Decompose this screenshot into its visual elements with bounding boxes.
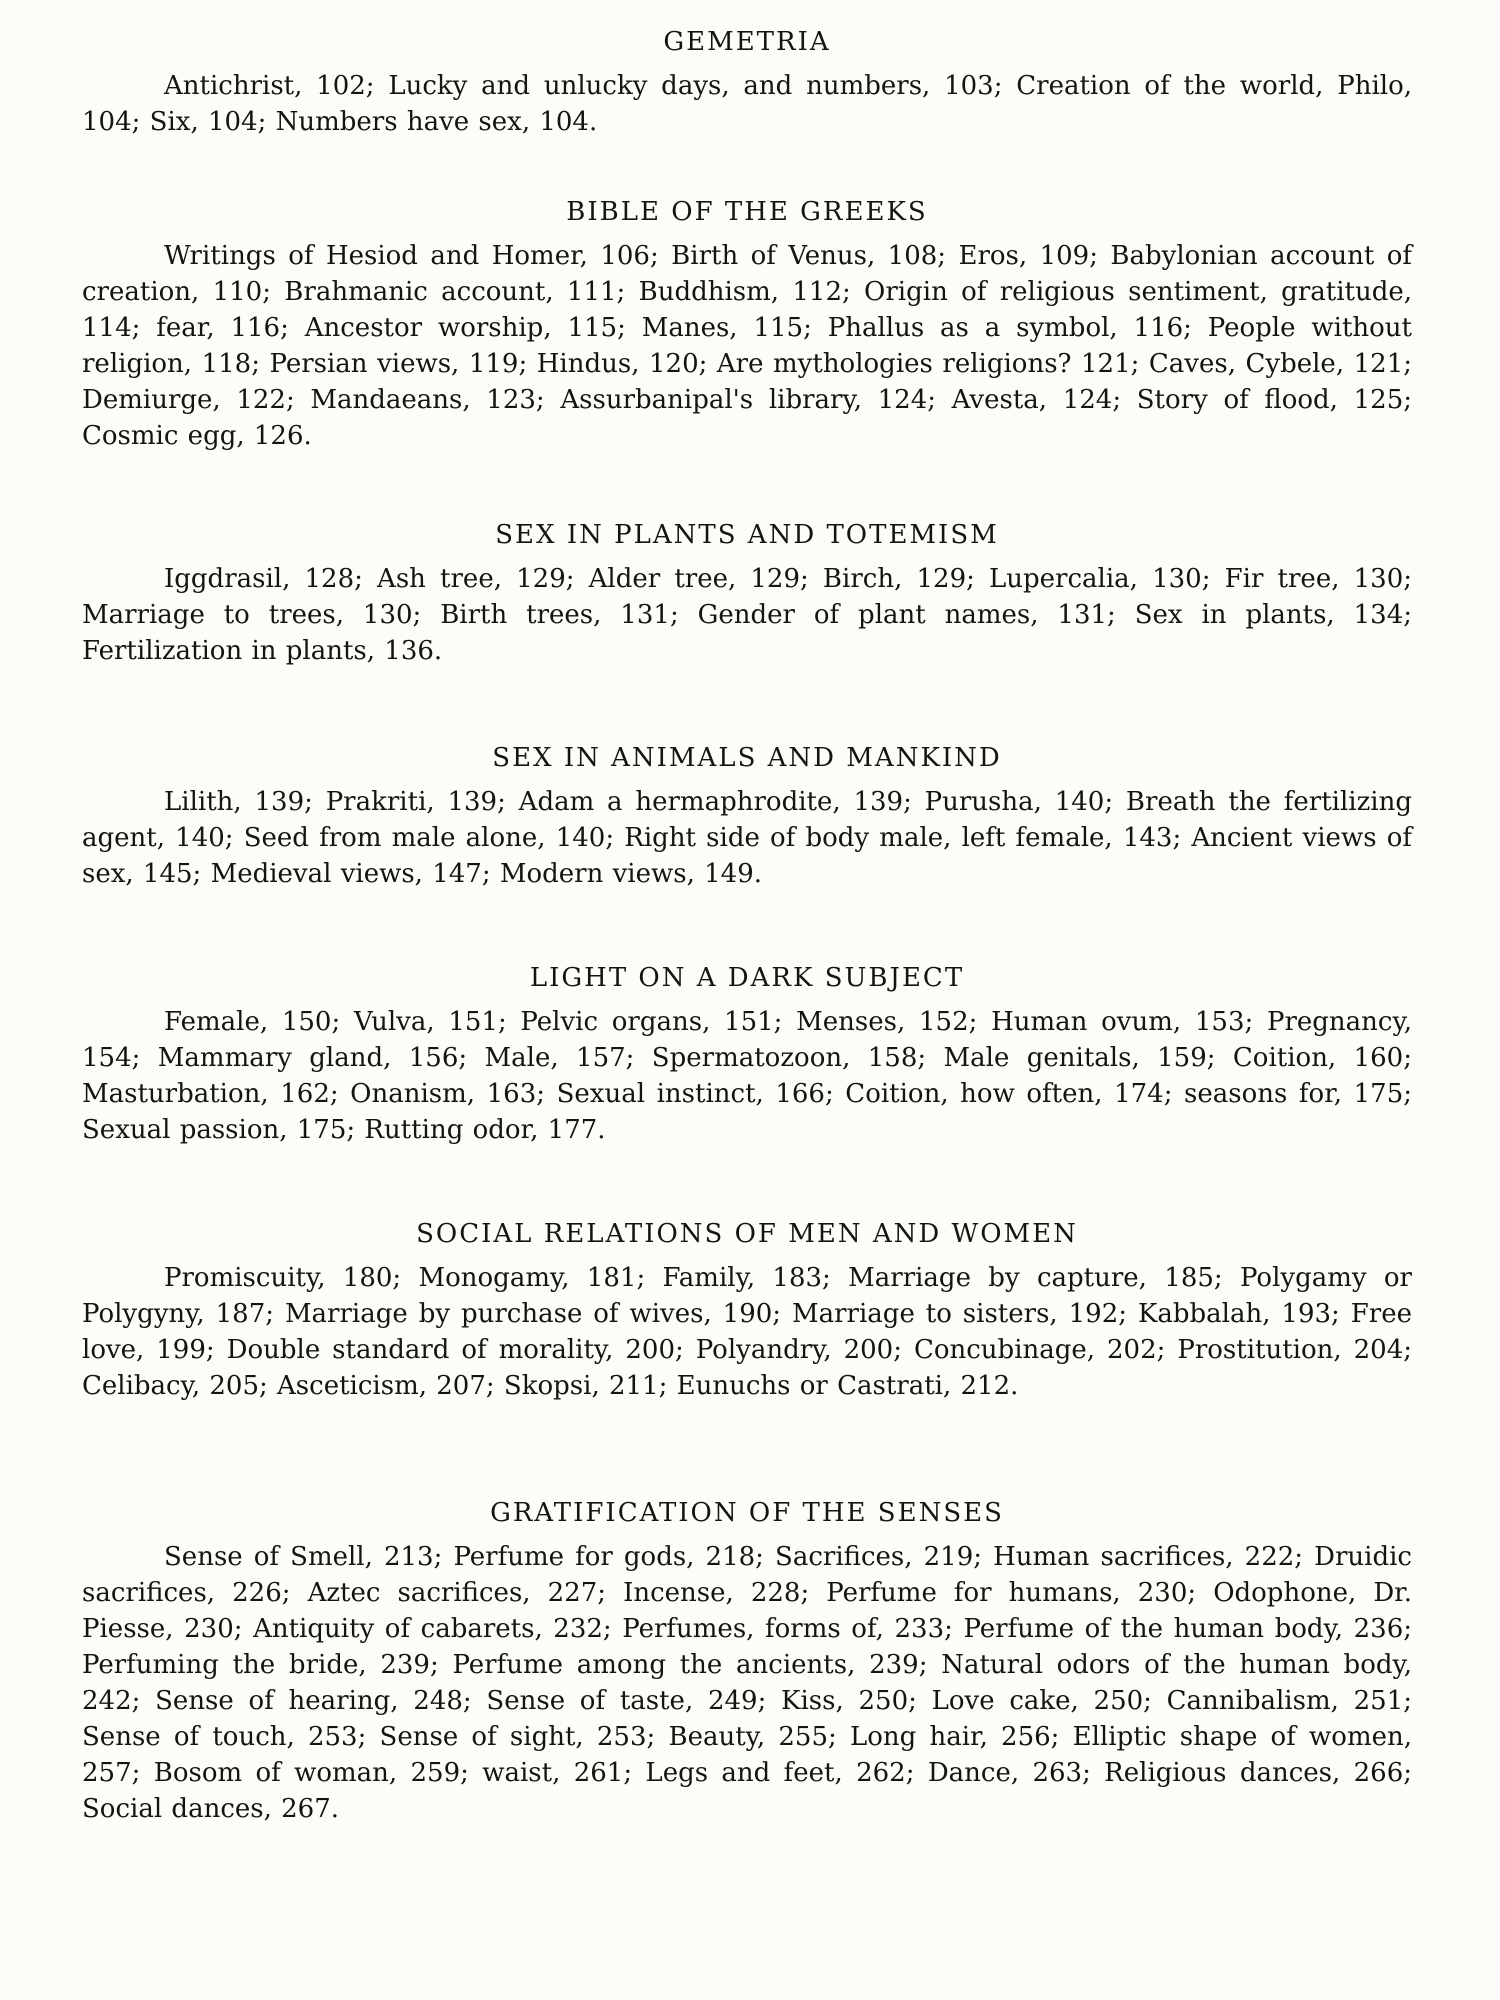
section-sex-in-plants (82, 515, 1412, 669)
section-light-on-dark-subject (82, 958, 1412, 1148)
section-body: Writings of Hesiod and Homer, 106; Birth of Venus, 108; Eros, 109; Babylonian account of creation, 110; Brahmanic account, 111; Buddhism, 112; Origin of religious sentiment, gratitude, 114; fear, 116; Ancestor worship, 115; Manes, 115; Phallus as a symbol, 116; People without religion, 118; Persian views, 119; Hindus, 120; Are mythologies religions? 121; Caves, Cybele, 121; Demiurge, 122; Mandaeans, 123; Assurbanipal's library, 124; Avesta, 124; Story of flood, 125; Cosmic egg, 126. (82, 241, 1412, 451)
section-heading: LIGHT ON A DARK SUBJECT (529, 963, 965, 993)
section-sex-in-animals (82, 738, 1412, 892)
section-gratification-of-senses (82, 1493, 1412, 1827)
section-heading: GRATIFICATION OF THE SENSES (490, 1498, 1004, 1528)
section-body: Lilith, 139; Prakriti, 139; Adam a hermaphrodite, 139; Purusha, 140; Breath the fertilizing agent, 140; Seed from male alone, 140; Right side of body male, left female, 143; Ancient views of sex, 145; Medieval views, 147; Modern views, 149. (82, 787, 1412, 889)
section-body: Sense of Smell, 213; Perfume for gods, 218; Sacrifices, 219; Human sacrifices, 222; Druidic sacrifices, 226; Aztec sacrifices, 227; Incense, 228; Perfume for humans, 230; Odophone, Dr. Piesse, 230; Antiquity of cabarets, 232; Perfumes, forms of, 233; Perfume of the human body, 236; Perfuming the bride, 239; Perfume among the ancients, 239; Natural odors of the human body, 242; Sense of hearing, 248; Sense of taste, 249; Kiss, 250; Love cake, 250; Cannibalism, 251; Sense of touch, 253; Sense of sight, 253; Beauty, 255; Long hair, 256; Elliptic shape of women, 257; Bosom of woman, 259; waist, 261; Legs and feet, 262; Dance, 263; Religious dances, 266; Social dances, 267. (82, 1542, 1412, 1824)
section-heading: SEX IN PLANTS AND TOTEMISM (495, 520, 999, 550)
section-social-relations (82, 1214, 1412, 1404)
section-body: Promiscuity, 180; Monogamy, 181; Family, 183; Marriage by capture, 185; Polygamy or Polygyny, 187; Marriage by purchase of wives, 190; Marriage to sisters, 192; Kabbalah, 193; Free love, 199; Double standard of morality, 200; Polyandry, 200; Concubinage, 202; Prostitution, 204; Celibacy, 205; Asceticism, 207; Skopsi, 211; Eunuchs or Castrati, 212. (82, 1263, 1412, 1401)
section-body: Antichrist, 102; Lucky and unlucky days, and numbers, 103; Creation of the world, Philo, 104; Six, 104; Numbers have sex, 104. (82, 71, 1412, 137)
section-heading: GEMETRIA (663, 27, 831, 57)
section-bible-of-the-greeks (82, 192, 1412, 454)
section-body: Iggdrasil, 128; Ash tree, 129; Alder tree, 129; Birch, 129; Lupercalia, 130; Fir tree, 130; Marriage to trees, 130; Birth trees, 131; Gender of plant names, 131; Sex in plants, 134; Fertilization in plants, 136. (82, 564, 1412, 666)
section-heading: SEX IN ANIMALS AND MANKIND (492, 743, 1002, 773)
section-body: Female, 150; Vulva, 151; Pelvic organs, 151; Menses, 152; Human ovum, 153; Pregnancy, 154; Mammary gland, 156; Male, 157; Spermatozoon, 158; Male genitals, 159; Coition, 160; Masturbation, 162; Onanism, 163; Sexual instinct, 166; Coition, how often, 174; seasons for, 175; Sexual passion, 175; Rutting odor, 177. (82, 1007, 1412, 1145)
section-gemetria (82, 22, 1412, 140)
section-heading: BIBLE OF THE GREEKS (566, 197, 928, 227)
section-heading: SOCIAL RELATIONS OF MEN AND WOMEN (416, 1219, 1078, 1249)
document-page (82, 0, 1412, 2000)
